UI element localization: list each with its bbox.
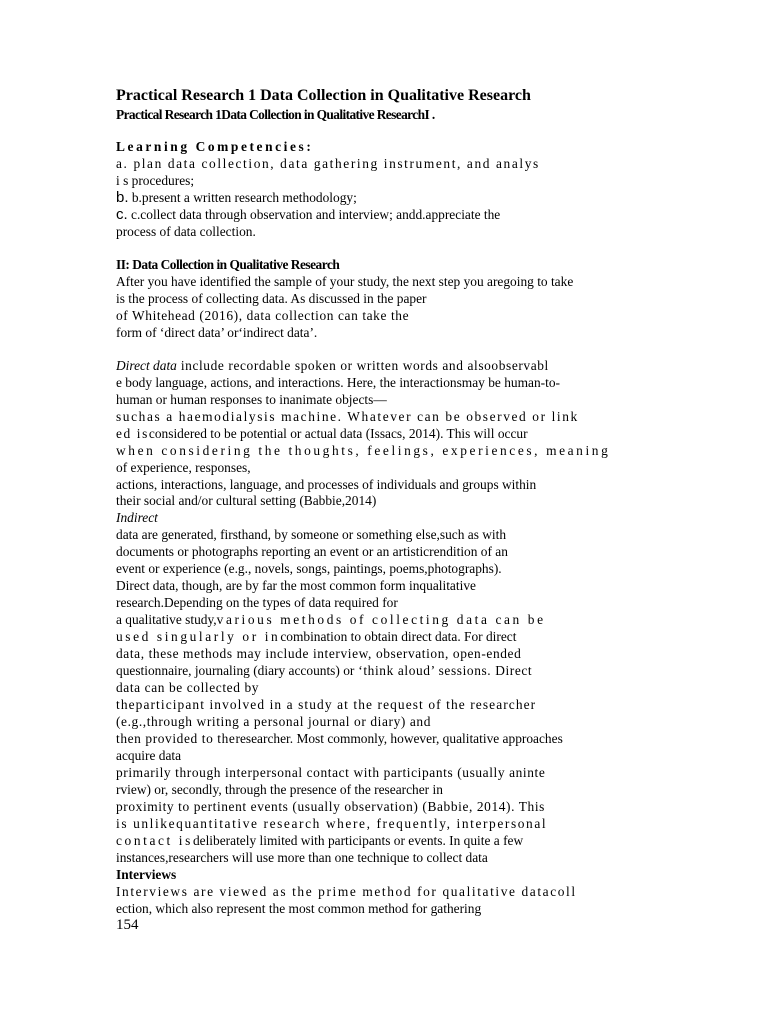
paragraph-line: e body language, actions, and interactions. Here, the interactionsmay be human-to- xyxy=(116,375,560,390)
list-marker-c: c. xyxy=(116,206,128,223)
list-marker-b: b. xyxy=(116,189,129,206)
paragraph-line xyxy=(116,425,656,442)
competency-a-line1: a. plan data collection, data gathering instrument, and analys xyxy=(116,156,540,171)
paragraph-line: ection, which also represent the most common method for gathering xyxy=(116,901,482,916)
paragraph-text: ed is xyxy=(116,426,149,441)
paragraph-text: researcher. Most commonly, however, qualitative approaches xyxy=(235,731,563,746)
paragraph-line: acquire data xyxy=(116,748,182,763)
paragraph-line: is the process of collecting data. As discussed in the paper xyxy=(116,291,427,306)
paragraph-line: human or human responses to inanimate objects— xyxy=(116,392,387,407)
paragraph-line: form of ‘direct data’ or‘indirect data’. xyxy=(116,325,318,340)
paragraph-line: rview) or, secondly, through the presence of the researcher in xyxy=(116,782,443,797)
direct-data-term: Direct data xyxy=(116,358,177,373)
paragraph-line: suchas a haemodialysis machine. Whatever can be observed or link xyxy=(116,409,579,424)
competency-c xyxy=(116,206,656,223)
paragraph-line xyxy=(116,357,656,374)
document-subtitle: Practical Research 1Data Collection in Qualitative ResearchI . xyxy=(116,107,435,122)
paragraph-text: used singularly or in xyxy=(116,629,281,644)
competency-c-text: c.collect data through observation and interview; andd.appreciate the xyxy=(127,207,501,222)
paragraph-text: considered to be potential or actual data (Issacs, 2014). This will occur xyxy=(148,426,528,441)
paragraph-line xyxy=(116,662,656,679)
paragraph-line: Interviews are viewed as the prime method for qualitative datacoll xyxy=(116,884,577,899)
paragraph-text: various methods of collecting data can be xyxy=(216,612,546,627)
competency-a-line2: i s procedures; xyxy=(116,173,195,188)
competencies-heading: Learning Competencies: xyxy=(116,139,314,154)
paragraph-line: primarily through interpersonal contact with participants (usually aninte xyxy=(116,765,546,780)
interviews-heading: Interviews xyxy=(116,867,177,882)
paragraph-text: then provided to the xyxy=(116,731,236,746)
paragraph-line: data, these methods may include interview, observation, open-ended xyxy=(116,646,522,661)
paragraph-line xyxy=(116,730,656,747)
paragraph-line xyxy=(116,628,656,645)
paragraph-line: data can be collected by xyxy=(116,680,260,695)
paragraph-line: when considering the thoughts, feelings, experiences, meaning xyxy=(116,443,611,458)
paragraph-line: research.Depending on the types of data required for xyxy=(116,595,398,610)
paragraph-line: is unlikequantitative research where, frequently, interpersonal xyxy=(116,816,548,831)
paragraph-text: include recordable spoken or written words and alsoobservabl xyxy=(176,358,549,373)
indirect-term: Indirect xyxy=(116,510,158,525)
section-heading: II: Data Collection in Qualitative Research xyxy=(116,257,340,272)
paragraph-text: a qualitative study, xyxy=(116,612,217,627)
paragraph-line: actions, interactions, language, and processes of individuals and groups within xyxy=(116,477,537,492)
paragraph-line: event or experience (e.g., novels, songs, paintings, poems,photographs). xyxy=(116,561,502,576)
paragraph-line: of Whitehead (2016), data collection can take the xyxy=(116,308,410,323)
paragraph-line xyxy=(116,832,656,849)
document-title: Practical Research 1 Data Collection in Qualitative Research xyxy=(116,87,531,104)
paragraph-text: ‘think aloud’ sessions. Direct xyxy=(354,663,533,678)
paragraph-line: Direct data, though, are by far the most common form inqualitative xyxy=(116,578,476,593)
paragraph-text: combination to obtain direct data. For direct xyxy=(280,629,517,644)
paragraph-text: deliberately limited with participants or events. In quite a few xyxy=(192,833,524,848)
paragraph-line xyxy=(116,611,656,628)
paragraph-line: instances,researchers will use more than one technique to collect data xyxy=(116,850,488,865)
paragraph-line: documents or photographs reporting an event or an artisticrendition of an xyxy=(116,544,508,559)
paragraph-line: data are generated, firsthand, by someone or something else,such as with xyxy=(116,527,507,542)
paragraph-line: proximity to pertinent events (usually observation) (Babbie, 2014). This xyxy=(116,799,545,814)
paragraph-line: of experience, responses, xyxy=(116,460,251,475)
page-number: 154 xyxy=(116,917,139,933)
paragraph-line: (e.g.,through writing a personal journal or diary) and xyxy=(116,714,432,729)
competency-b xyxy=(116,189,656,206)
paragraph-text: questionnaire, journaling (diary accounts) or xyxy=(116,663,355,678)
paragraph-line: their social and/or cultural setting (Babbie,2014) xyxy=(116,493,377,508)
competency-b-text: b.present a written research methodology; xyxy=(128,190,357,205)
paragraph-text: contact is xyxy=(116,833,193,848)
paragraph-line: theparticipant involved in a study at the request of the researcher xyxy=(116,697,537,712)
paragraph-line: After you have identified the sample of your study, the next step you aregoing to take xyxy=(116,274,574,289)
competency-c-line2: process of data collection. xyxy=(116,224,256,239)
